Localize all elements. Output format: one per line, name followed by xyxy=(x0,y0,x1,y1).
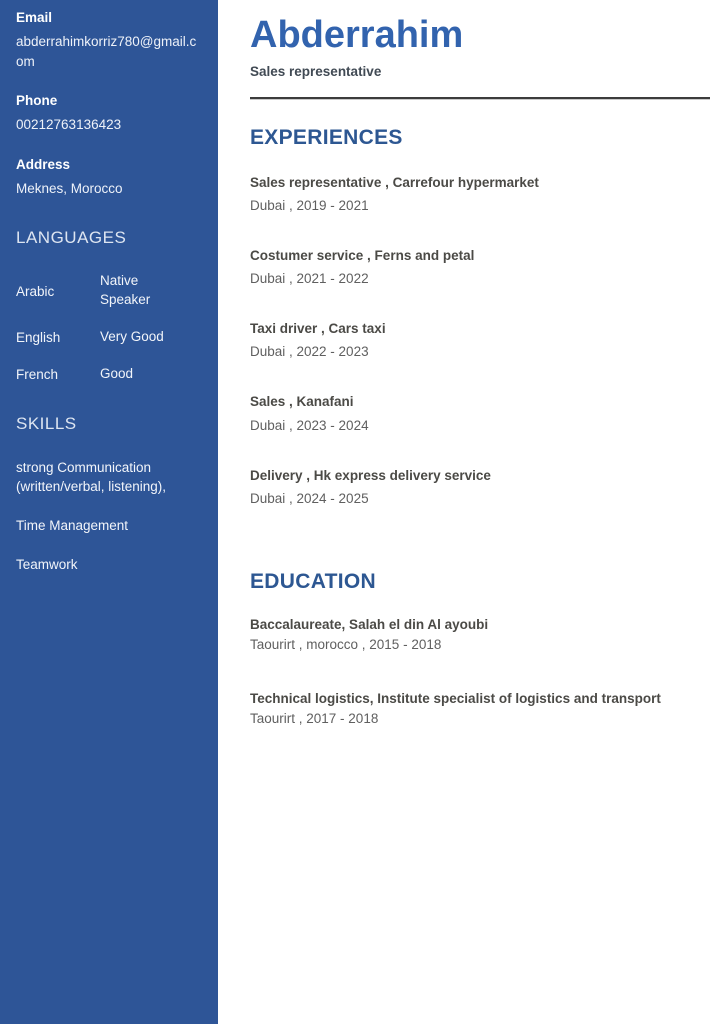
language-level: Native Speaker xyxy=(100,273,151,308)
experience-role: Sales , Kanafani xyxy=(250,394,354,410)
experience-meta: Dubai , 2021 - 2022 xyxy=(250,271,369,287)
sidebar xyxy=(0,0,218,1024)
language-name: French xyxy=(16,366,59,382)
language-level: Good xyxy=(100,365,134,381)
education-degree: Technical logistics, Institute specialist of logistics and transport xyxy=(250,691,661,706)
experience-meta: Dubai , 2019 - 2021 xyxy=(250,197,369,213)
skill-item: strong Communication (written/verbal, listening), xyxy=(16,459,167,495)
education-meta: Taourirt , 2017 - 2018 xyxy=(250,711,379,727)
education-item xyxy=(250,616,710,652)
language-row xyxy=(16,328,202,347)
experience-role: Sales representative , Carrefour hypermarket xyxy=(250,174,539,190)
experiences-heading: EXPERIENCES xyxy=(250,125,403,149)
skill-item: Teamwork xyxy=(16,556,78,572)
header-divider xyxy=(250,97,710,100)
main-content xyxy=(218,0,724,1024)
language-row xyxy=(16,272,202,310)
experiences-list xyxy=(250,174,710,506)
language-name: English xyxy=(16,329,61,345)
education-item xyxy=(250,690,710,726)
experience-meta: Dubai , 2022 - 2023 xyxy=(250,344,369,360)
email-value: abderrahimkorriz780@gmail.com xyxy=(16,34,197,69)
contact-email-block xyxy=(16,10,202,71)
resume-name: Abderrahim xyxy=(250,14,464,56)
experience-role: Costumer service , Ferns and petal xyxy=(250,247,475,263)
address-label: Address xyxy=(16,156,71,172)
experience-item xyxy=(250,174,710,213)
contact-address-block xyxy=(16,157,202,199)
contact-phone-block xyxy=(16,93,202,135)
language-row xyxy=(16,365,202,384)
skill-item: Time Management xyxy=(16,517,129,533)
skills-heading: SKILLS xyxy=(16,413,77,433)
experience-item xyxy=(250,247,710,286)
languages-heading: LANGUAGES xyxy=(16,228,127,248)
experience-meta: Dubai , 2023 - 2024 xyxy=(250,417,369,433)
experience-item xyxy=(250,393,710,432)
phone-label: Phone xyxy=(16,93,58,109)
resume-job-title: Sales representative xyxy=(250,63,382,79)
email-label: Email xyxy=(16,10,53,25)
education-meta: Taourirt , morocco , 2015 - 2018 xyxy=(250,637,442,652)
phone-value: 00212763136423 xyxy=(16,117,122,133)
experience-item xyxy=(250,467,710,506)
experience-role: Delivery , Hk express delivery service xyxy=(250,467,491,483)
language-name: Arabic xyxy=(16,283,55,299)
language-level: Very Good xyxy=(100,329,164,345)
education-list xyxy=(250,616,710,726)
address-value: Meknes, Morocco xyxy=(16,180,123,196)
experience-meta: Dubai , 2024 - 2025 xyxy=(250,490,369,506)
experience-role: Taxi driver , Cars taxi xyxy=(250,321,386,337)
education-heading: EDUCATION xyxy=(250,569,376,593)
education-degree: Baccalaureate, Salah el din Al ayoubi xyxy=(250,616,489,632)
experience-item xyxy=(250,320,710,359)
